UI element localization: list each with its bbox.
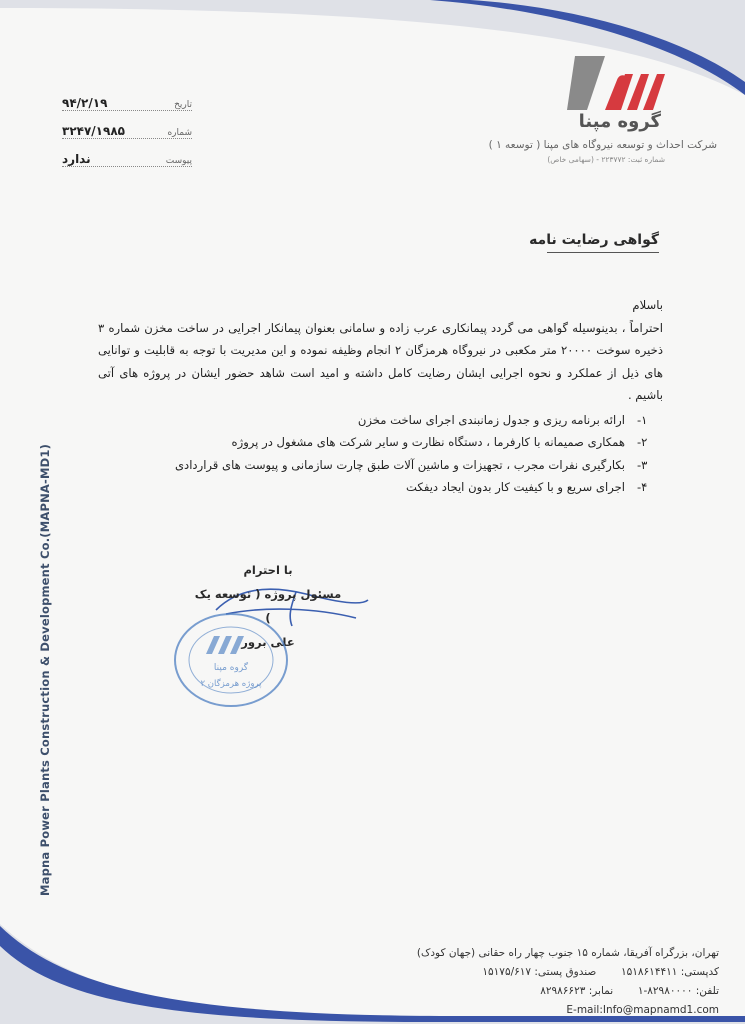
letter-body	[98, 294, 663, 499]
number-label: شماره	[167, 128, 192, 138]
list-item: -۲ همکاری صمیمانه با کارفرما ، دستگاه نظارت و سایر شرکت های مشغول در پروژه	[231, 435, 648, 449]
letter-meta	[62, 86, 192, 170]
side-company-name: Mapna Power Plants Construction & Development Co.(MAPNA-MD1)	[38, 443, 52, 896]
salutation: باسلام	[632, 298, 663, 312]
signatory-role: مسئول پروژه ( توسعه یک )	[194, 587, 342, 625]
number-row	[62, 114, 192, 139]
footer-address: تهران، بزرگراه آفریقا، شماره ۱۵ جنوب چهار راه حقانی (جهان کودک)	[416, 947, 719, 959]
signatory-name: علی برور	[241, 635, 295, 649]
company-name: شرکت احداث و توسعه نیروگاه های مپنا ( توسعه ۱ )	[488, 139, 717, 151]
stamp-line-2: پروژه هرمزگان ۲	[200, 679, 262, 689]
attachment-row	[62, 142, 192, 167]
mapna-logo-icon	[565, 48, 675, 120]
footer-phone-row: تلفن: ۸۲۹۸۰۰۰۰-۱ نمابر: ۸۲۹۸۶۶۲۳	[540, 985, 719, 997]
date-label: تاریخ	[174, 100, 192, 110]
company-registration: شماره ثبت: ۲۲۳۷۷۲ - (سهامی خاص)	[547, 155, 665, 164]
company-stamp-icon	[172, 610, 290, 710]
brand-wordmark: گروه مپنا	[578, 111, 661, 132]
date-value: ۹۴/۲/۱۹	[62, 96, 108, 110]
stamp-line-1: گروه مپنا	[213, 663, 249, 673]
letter-footer	[417, 944, 719, 1020]
date-row	[62, 86, 192, 111]
list-item: -۴ اجرای سریع و با کیفیت کار بدون ایجاد دیفکت	[406, 480, 648, 494]
qualities-list	[98, 409, 663, 499]
attachment-value: ندارد	[62, 152, 91, 166]
title-underline	[547, 252, 659, 253]
letter-title: گواهی رضایت نامه	[529, 232, 659, 248]
list-item: -۳ بکارگیری نفرات مجرب ، تجهیزات و ماشین آلات طبق چارت سازمانی و پیوست های قراردادی	[174, 457, 648, 472]
body-paragraph: احتراماً ، بدینوسیله گواهی می گردد پیمانکاری عرب زاده و سامانی بعنوان پیمانکار اجرایی در ساخت مخزن شماره ۳ ذخیره سوخت ۲۰۰۰۰ متر مکعبی در نیروگاه هرمزگان ۲ انجام وظیفه نموده و این مدیریت با توجه به قابلیت و توانایی های ذیل از عملکرد و نحوه اجرایی ایشان رضایت کامل داشته و امید است شاهد حضور ایشان در پروژه های آتی باشیم .	[98, 320, 663, 402]
list-item: -۱ ارائه برنامه ریزی و جدول زمانبندی اجرای ساخت مخزن	[357, 412, 648, 427]
closing-text: با احترام	[243, 563, 293, 577]
attachment-label: پیوست	[165, 156, 192, 166]
footer-postal-row: کدپستی: ۱۵۱۸۶۱۴۴۱۱ صندوق پستی: ۱۵۱۷۵/۶۱۷	[482, 966, 719, 978]
footer-email: E-mail:Info@mapnamd1.com	[566, 1004, 719, 1016]
number-value: ۳۲۴۷/۱۹۸۵	[62, 124, 125, 138]
